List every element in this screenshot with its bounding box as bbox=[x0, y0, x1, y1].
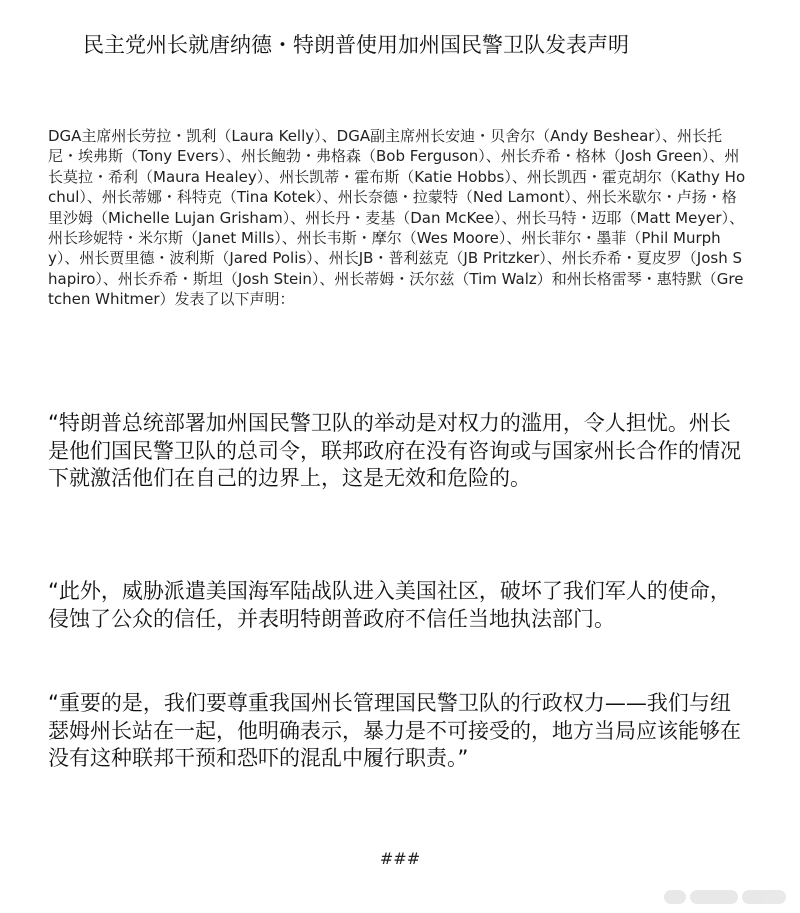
page-title: 民主党州长就唐纳德・特朗普使用加州国民警卫队发表声明 bbox=[83, 33, 629, 57]
intro-paragraph: DGA主席州长劳拉・凯利（Laura Kelly）、DGA副主席州长安迪・贝舍尔（Andy Beshear）、州长托尼・埃弗斯（Tony Evers）、州长鲍勃・弗格森（Bob Ferguson）、州长乔希・格林（Josh Green）、州长莫拉・希利（Maura Healey）、州长凯蒂・霍布斯（Katie Hobbs）、州长凯西・霍克胡尔（Kathy Hochul）、州长蒂娜・科特克（Tina Kotek）、州长奈德・拉蒙特（Ned Lamont）、州长米歇尔・卢扬・格里沙姆（Michelle Lujan Grisham）、州长丹・麦基（Dan McKee）、州长马特・迈耶（Matt Meyer）、州长珍妮特・米尔斯（Janet Mills）、州长韦斯・摩尔（Wes Moore）、州长菲尔・墨菲（Phil Murphy）、州长贾里德・波利斯（Jared Polis）、州长JB・普利兹克（JB Pritzker）、州长乔希・夏皮罗（Josh Shapiro）、州长乔希・斯坦（Josh Stein）、州长蒂姆・沃尔兹（Tim Walz）和州长格雷琴・惠特默（Gretchen Whitmer）发表了以下声明： bbox=[48, 127, 746, 309]
quote-paragraph-1: “特朗普总统部署加州国民警卫队的举动是对权力的滥用，令人担忧。州长是他们国民警卫队的总司令，联邦政府在没有咨询或与国家州长合作的情况下就激活他们在自己的边界上，这是无效和危险的。 bbox=[48, 411, 741, 490]
watermark-blob bbox=[690, 890, 738, 904]
watermark-logo-icon bbox=[664, 886, 792, 908]
watermark-blob bbox=[664, 890, 686, 904]
quote-paragraph-2: “此外，威胁派遣美国海军陆战队进入美国社区，破坏了我们军人的使命，侵蚀了公众的信任，并表明特朗普政府不信任当地执法部门。 bbox=[48, 579, 731, 631]
end-mark: ### bbox=[379, 849, 421, 868]
quote-paragraph-3: “重要的是，我们要尊重我国州长管理国民警卫队的行政权力——我们与纽瑟姆州长站在一起，他明确表示，暴力是不可接受的，地方当局应该能够在没有这种联邦干预和恐吓的混乱中履行职责。” bbox=[48, 691, 741, 770]
watermark-blob bbox=[742, 890, 786, 904]
